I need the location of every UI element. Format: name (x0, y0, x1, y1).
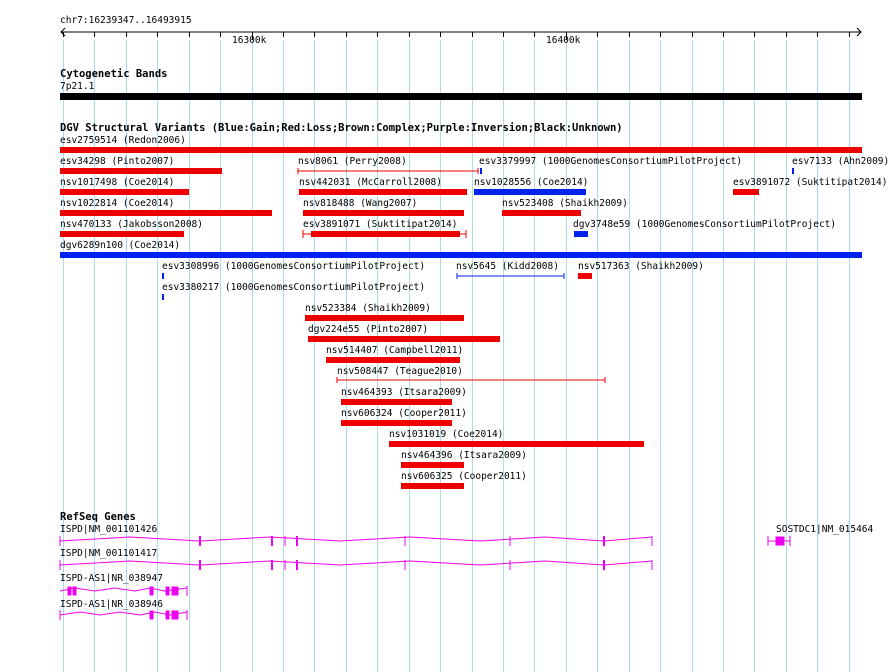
gene-label: ISPD|NM_001101426 (60, 524, 158, 535)
variant-label: dgv3748e59 (1000GenomesConsortiumPilotProject) (573, 219, 837, 230)
variant-label: nsv8061 (Perry2008) (298, 156, 407, 167)
ruler-tick-label-16400k: 16400k (546, 35, 581, 46)
variant-label: esv7133 (Ahn2009) (792, 156, 890, 167)
variant-label: esv3308996 (1000GenomesConsortiumPilotProject) (162, 261, 426, 272)
track-title-refseq-genes[interactable]: RefSeq Genes (60, 511, 136, 523)
variant-label: nsv464396 (Itsara2009) (401, 450, 527, 461)
variant-label: nsv470133 (Jakobsson2008) (60, 219, 203, 230)
cytoband-label: 7p21.1 (60, 81, 95, 92)
variant-label: nsv606325 (Cooper2011) (401, 471, 527, 482)
variant-label: esv34298 (Pinto2007) (60, 156, 175, 167)
gene-model-sostdc1 (768, 536, 790, 546)
variant-label: esv3379997 (1000GenomesConsortiumPilotProject) (479, 156, 743, 167)
variant-label: esv3891072 (Suktitipat2014) (733, 177, 888, 188)
variant-label: esv2759514 (Redon2006) (60, 135, 186, 146)
gene-model-ispd-nm-001101417 (60, 560, 652, 570)
variant-label: esv3891071 (Suktitipat2014) (303, 219, 458, 230)
variant-label: nsv1017498 (Coe2014) (60, 177, 175, 188)
variant-label: esv3380217 (1000GenomesConsortiumPilotProject) (162, 282, 426, 293)
variant-label: nsv1031019 (Coe2014) (389, 429, 504, 440)
gene-model-ispd-as1-nr-038947 (60, 586, 187, 596)
gene-label: ISPD-AS1|NR_038947 (60, 573, 163, 584)
variant-label: nsv5645 (Kidd2008) (456, 261, 559, 272)
variant-label: nsv442031 (McCarroll2008) (299, 177, 442, 188)
gene-label: ISPD-AS1|NR_038946 (60, 599, 163, 610)
variant-label: dgv224e55 (Pinto2007) (308, 324, 429, 335)
variant-label: dgv6289n100 (Coe2014) (60, 240, 181, 251)
variant-label: nsv464393 (Itsara2009) (341, 387, 467, 398)
gene-model-ispd-as1-nr-038946 (60, 610, 187, 620)
variant-label: nsv818488 (Wang2007) (303, 198, 418, 209)
variant-label: nsv514407 (Campbell2011) (326, 345, 464, 356)
variant-label: nsv523408 (Shaikh2009) (502, 198, 628, 209)
ruler-tick-label-16300k: 16300k (232, 35, 267, 46)
gene-model-ispd-nm-001101426 (60, 536, 652, 546)
variant-label: nsv1022814 (Coe2014) (60, 198, 175, 209)
track-title-dgv-structural-variants[interactable]: DGV Structural Variants (Blue:Gain;Red:Loss;Brown:Complex;Purple:Inversion;Black:Unknown) (60, 122, 623, 134)
variant-label: nsv517363 (Shaikh2009) (578, 261, 704, 272)
track-title-cytogenetic-bands[interactable]: Cytogenetic Bands (60, 68, 168, 80)
variant-label: nsv606324 (Cooper2011) (341, 408, 467, 419)
gene-label: SOSTDC1|NM_015464 (776, 524, 874, 535)
gene-label: ISPD|NM_001101417 (60, 548, 158, 559)
variant-label: nsv508447 (Teague2010) (337, 366, 463, 377)
location-label: chr7:16239347..16493915 (60, 15, 192, 26)
variant-label: nsv523384 (Shaikh2009) (305, 303, 431, 314)
variant-label: nsv1028556 (Coe2014) (474, 177, 589, 188)
